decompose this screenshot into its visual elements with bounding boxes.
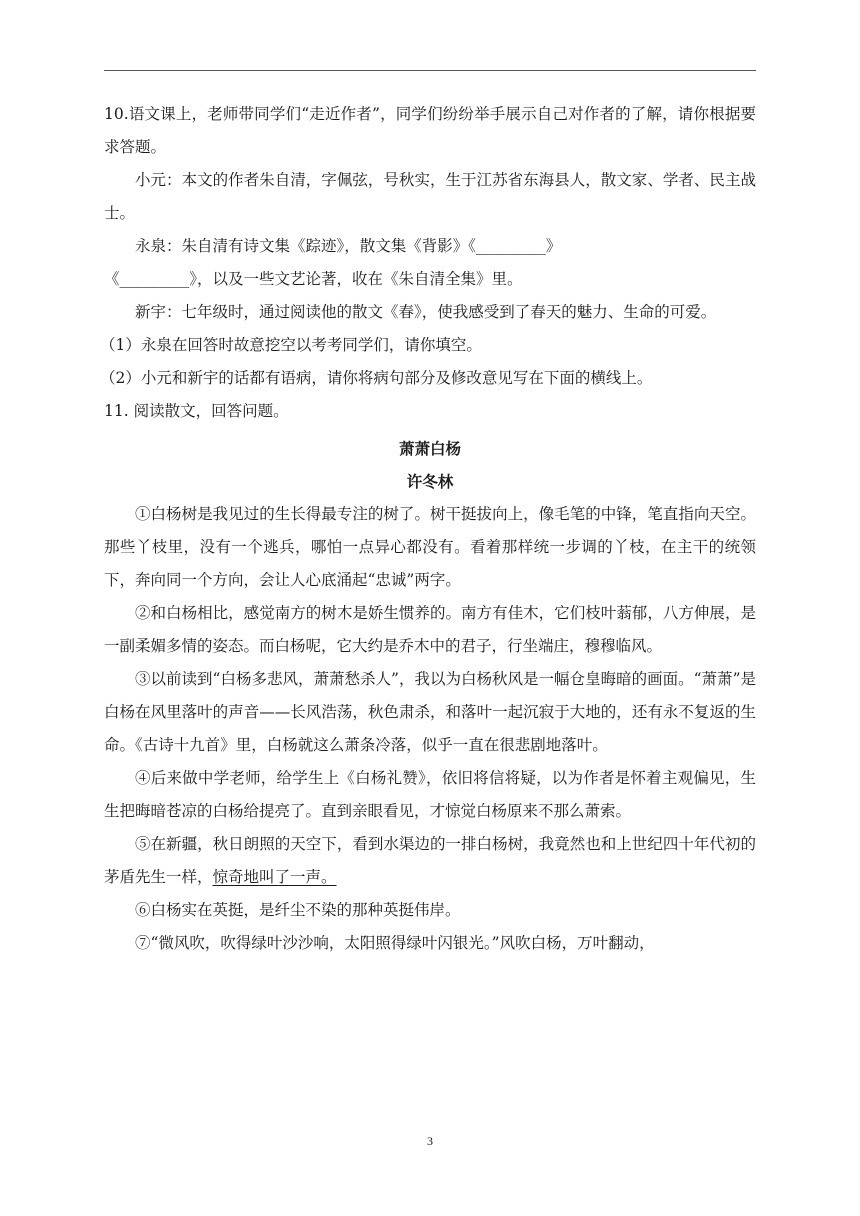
document-body	[100, 98, 756, 960]
essay-paragraph-1: ①白杨树是我见过的生长得最专注的树了。树干挺拔向上，像毛笔的中锋，笔直指向天空。那些丫枝里，没有一个逃兵，哪怕一点异心都没有。看着那样统一步调的丫枝，在主干的统领下，奔向同一个方向，会让人心底涌起“忠诚”两字。	[104, 505, 756, 589]
essay-paragraph-7: ⑦“微风吹，吹得绿叶沙沙响，太阳照得绿叶闪银光。”风吹白杨，万叶翻动，	[135, 934, 655, 952]
essay-paragraph-6: ⑥白杨实在英挺，是纤尘不染的那种英挺伟岸。	[135, 901, 461, 919]
q10-yongquan-line2: 《_________》，以及一些文艺论著，收在《朱自清全集》里。	[104, 270, 523, 288]
essay-paragraph-2: ②和白杨相比，感觉南方的树木是娇生惯养的。南方有佳木，它们枝叶蓊郁，八方伸展，是一副柔媚多情的姿态。而白杨呢，它大约是乔木中的君子，行坐端庄，穆穆临风。	[104, 604, 756, 655]
q10-yongquan-line1: 永泉：朱自清有诗文集《踪迹》，散文集《背影》《_________》	[135, 237, 562, 255]
underlined-sentence: 惊奇地叫了一声。	[212, 868, 337, 886]
essay-author: 许冬林	[406, 472, 454, 491]
q10-intro: 10.语文课上，老师带同学们“走近作者”，同学们纷纷举手展示自己对作者的了解，请你根据要求答题。	[104, 105, 756, 156]
page-number: 3	[427, 1134, 433, 1148]
essay-paragraph-4: ④后来做中学老师，给学生上《白杨礼赞》，依旧将信将疑，以为作者是怀着主观偏见，生生把晦暗苍凉的白杨给提亮了。直到亲眼看见，才惊觉白杨原来不那么萧索。	[104, 769, 756, 820]
q11-intro: 11. 阅读散文，回答问题。	[104, 402, 289, 420]
essay-paragraph-5-text: ⑤在新疆，秋日朗照的天空下，看到水渠边的一排白杨树，我竟然也和上世纪四十年代初的茅盾先生一样，	[104, 835, 756, 886]
q10-xinyu: 新宇：七年级时，通过阅读他的散文《春》，使我感受到了春天的魅力、生命的可爱。	[135, 303, 717, 321]
essay-paragraph-3: ③以前读到“白杨多悲风，萧萧愁杀人”，我以为白杨秋风是一幅仓皇晦暗的画面。“萧萧”是白杨在风里落叶的声音——长风浩荡，秋色肃杀，和落叶一起沉寂于大地的，还有永不复返的生命。《古诗十九首》里，白杨就这么萧条冷落，似乎一直在很悲剧地落叶。	[104, 670, 756, 754]
q10-sub1: （1）永泉在回答时故意挖空以考考同学们，请你填空。	[100, 336, 482, 354]
q10-xiaoyuan: 小元：本文的作者朱自清，字佩弦，号秋实，生于江苏省东海县人，散文家、学者、民主战士。	[104, 171, 756, 222]
essay-title: 萧萧白杨	[398, 439, 461, 458]
q10-sub2: （2）小元和新宇的话都有语病，请你将病句部分及修改意见写在下面的横线上。	[100, 369, 653, 387]
essay-paragraph-5	[104, 828, 756, 894]
header-rule	[104, 70, 756, 71]
